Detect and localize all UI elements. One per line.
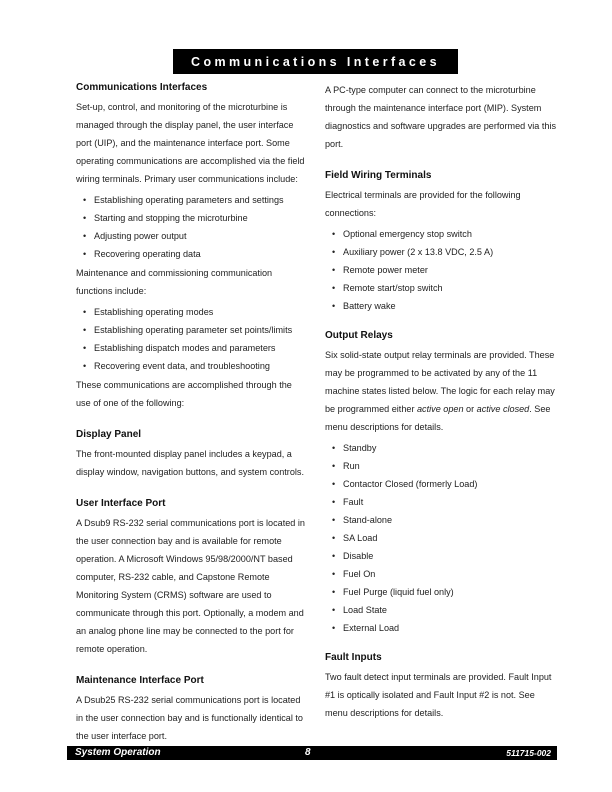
list-item: • Fault — [325, 493, 557, 511]
display-panel-paragraph: The front-mounted display panel includes a keypad, a display window, navigation buttons, and system controls. — [76, 449, 304, 477]
fault-inputs-heading: Fault Inputs — [325, 652, 382, 663]
maintenance-functions-paragraph: Maintenance and commissioning communication functions include: — [76, 268, 273, 296]
page-banner — [173, 49, 458, 74]
list-item: • Load State — [325, 601, 557, 619]
relays-text-a: Six solid-state output relay terminals are provided. These may be programmed to be activated by any of the 11 machine states listed below. The logic for each relay may be programmed either — [325, 350, 555, 414]
list-item: • Fuel On — [325, 565, 557, 583]
list-item: • Recovering event data, and troubleshooting — [76, 357, 306, 375]
comm-heading: Communications Interfaces — [76, 82, 208, 93]
user-interface-port-heading: User Interface Port — [76, 498, 166, 509]
list-item: • Stand-alone — [325, 511, 557, 529]
relays-text-b: or — [463, 404, 477, 414]
maintenance-interface-port-heading: Maintenance Interface Port — [76, 675, 204, 686]
list-item: • Battery wake — [325, 297, 557, 315]
footer-section-title: System Operation — [75, 747, 161, 758]
list-item: • Remote start/stop switch — [325, 279, 557, 297]
left-column — [76, 81, 306, 745]
list-item: • Adjusting power output — [76, 227, 306, 245]
list-item: • Auxiliary power (2 x 13.8 VDC, 2.5 A) — [325, 243, 557, 261]
display-panel-heading: Display Panel — [76, 429, 142, 440]
list-item: • Establishing operating parameter set points/limits — [76, 321, 306, 339]
field-wiring-paragraph: Electrical terminals are provided for the following connections: — [325, 190, 521, 218]
field-wiring-list — [325, 225, 557, 315]
list-item: • External Load — [325, 619, 557, 637]
list-item: • SA Load — [325, 529, 557, 547]
list-item: • Establishing dispatch modes and parameters — [76, 339, 306, 357]
machine-states-list — [325, 439, 557, 637]
relays-active-open: active open — [417, 404, 464, 414]
relays-text-c: . See menu descriptions for details. — [325, 404, 551, 432]
output-relays-paragraph — [325, 346, 557, 436]
list-item: • Starting and stopping the microturbine — [76, 209, 306, 227]
list-item: • Fuel Purge (liquid fuel only) — [325, 583, 557, 601]
page-footer — [67, 746, 557, 760]
footer-document-number: 511715-002 — [506, 748, 551, 758]
fault-inputs-paragraph: Two fault detect input terminals are provided. Fault Input #1 is optically isolated and Fault Input #2 is not. See menu descriptions for details. — [325, 672, 552, 718]
mip-intro-paragraph: A PC-type computer can connect to the microturbine through the maintenance interface port (MIP). System diagnostics and software upgrades are performed via this port. — [325, 85, 557, 149]
footer-page-number: 8 — [305, 747, 311, 758]
banner-title: Communications Interfaces — [191, 54, 440, 69]
comm-intro-paragraph: Set-up, control, and monitoring of the microturbine is managed through the display panel, the user interface port (UIP), and the maintenance interface port. Some operating communications are accomplished via the field wiring terminals. Primary user communications include: — [76, 102, 305, 184]
field-wiring-heading: Field Wiring Terminals — [325, 170, 432, 181]
output-relays-heading: Output Relays — [325, 330, 393, 341]
list-item: • Optional emergency stop switch — [325, 225, 557, 243]
list-item: • Run — [325, 457, 557, 475]
maintenance-functions-list — [76, 303, 306, 375]
user-communications-list — [76, 191, 306, 263]
list-item: • Establishing operating parameters and settings — [76, 191, 306, 209]
list-item: • Disable — [325, 547, 557, 565]
accomplished-paragraph: These communications are accomplished through the use of one of the following: — [76, 380, 292, 408]
user-interface-port-paragraph: A Dsub9 RS-232 serial communications port is located in the user connection bay and is available for remote operation. A Microsoft Windows 95/98/2000/NT based computer, RS-232 cable, and Capstone Remote Monitoring System (CRMS) software are used to communicate through this port. Optionally, a modem and an analog phone line may be connected to the port for remote operation. — [76, 518, 305, 654]
list-item: • Remote power meter — [325, 261, 557, 279]
list-item: • Contactor Closed (formerly Load) — [325, 475, 557, 493]
maintenance-interface-port-paragraph: A Dsub25 RS-232 serial communications port is located in the user connection bay and is functionally identical to the user interface port. — [76, 695, 303, 741]
list-item: • Standby — [325, 439, 557, 457]
list-item: • Establishing operating modes — [76, 303, 306, 321]
list-item: • Recovering operating data — [76, 245, 306, 263]
relays-active-closed: active closed — [476, 404, 530, 414]
right-column — [325, 81, 557, 722]
